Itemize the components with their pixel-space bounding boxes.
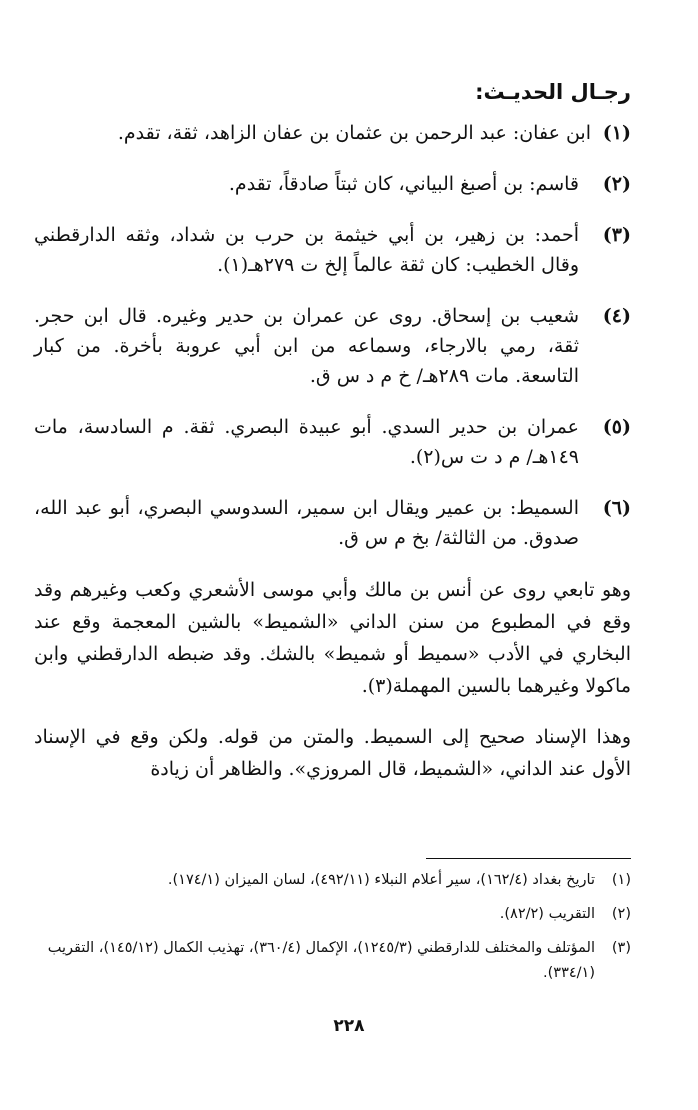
body-paragraph: وهذا الإسناد صحيح إلى السميط. والمتن من قوله. ولكن وقع في الإسناد الأول عند الداني، «الشميط، قال المروزي». والظاهر أن زيادة: [34, 726, 631, 780]
narrator-entry: [34, 169, 631, 199]
entry-text: شعيب بن إسحاق. روى عن عمران بن حدير وغيره. قال ابن حجر. ثقة، رمي بالارجاء، وسماعه من ابن أبي عروبة بأخرة. من كبار التاسعة. مات ٢٨٩هـ/ خ م د س ق.: [34, 305, 579, 387]
entry-number: (٤): [602, 305, 631, 327]
narrator-entry: [34, 301, 631, 391]
narrator-entry: [34, 118, 631, 148]
entry-text: ابن عفان: عبد الرحمن بن عثمان بن عفان الزاهد، ثقة، تقدم.: [117, 122, 591, 144]
entry-text: عمران بن حدير السدي. أبو عبيدة البصري. ثقة. م السادسة، مات ١٤٩هـ/ م د ت س(٢).: [34, 416, 579, 468]
narrator-entry: [34, 220, 631, 280]
entry-number: (٦): [602, 497, 631, 519]
entry-number: (١): [602, 122, 631, 144]
footnote: [34, 868, 631, 893]
body-paragraph: وهو تابعي روى عن أنس بن مالك وأبي موسى الأشعري وكعب وغيرهم وقد وقع في المطبوع من سنن الداني «الشميط» بالشين المعجمة وقع عند البخاري في الأدب «سميط أو شميط» بالشك. وقد ضبطه الدارقطني وابن ماكولا وغيرهما بالسين المهملة(٣).: [34, 579, 631, 697]
narrator-entry: [34, 493, 631, 553]
page-number: ٢٢٨: [333, 1016, 365, 1036]
entry-text: قاسم: بن أصبغ البياني، كان ثبتاً صادقاً، تقدم.: [228, 173, 579, 195]
footnote-number: (٢): [611, 906, 631, 922]
footnote-text: تاريخ بغداد (١٦٢/٤)، سير أعلام النبلاء (٤٩٢/١١)، لسان الميزان (١٧٤/١).: [167, 872, 595, 888]
footnote: [34, 902, 631, 927]
entry-text: أحمد: بن زهير، بن أبي خيثمة بن حرب بن شداد، وثقه الدارقطني وقال الخطيب: كان ثقة عالماً إلخ ت ٢٧٩هـ(١).: [34, 224, 579, 276]
footnote-text: المؤتلف والمختلف للدارقطني (١٢٤٥/٣)، الإكمال (٣٦٠/٤)، تهذيب الكمال (١٤٥/١٢)، التقريب (٣٣٤/١).: [47, 940, 595, 981]
footnote-number: (١): [611, 872, 631, 888]
narrator-entry: [34, 412, 631, 472]
footnote-separator: [426, 858, 631, 859]
entry-number: (٢): [602, 173, 631, 195]
entry-number: (٣): [602, 224, 631, 246]
entry-text: السميط: بن عمير ويقال ابن سمير، السدوسي البصري، أبو عبد الله، صدوق. من الثالثة/ بخ م س ق.: [34, 497, 579, 549]
footnote: [34, 936, 631, 986]
footnotes: [34, 868, 631, 995]
page-body: [34, 78, 631, 803]
footnote-number: (٣): [611, 940, 631, 956]
footnote-text: التقريب (٨٢/٢).: [499, 906, 595, 922]
entry-number: (٥): [602, 416, 631, 438]
section-heading: رجـال الحديـث:: [475, 80, 631, 104]
